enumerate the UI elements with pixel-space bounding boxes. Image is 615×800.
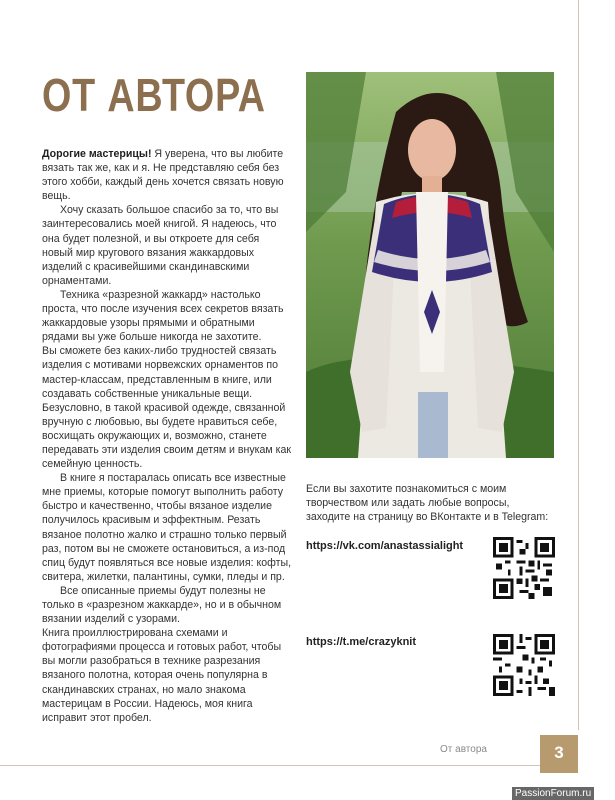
paragraph-intro [42, 147, 292, 203]
page-title: ОТ АВТОРА [42, 69, 266, 121]
paragraph-illustrations: Книга проиллюстрирована схемами и фотографиями процесса и готовых работ, чтобы вы могли разобраться в технике разрезания вязаного полотна, которая очень популярна в скандинавских странах, но мало знакома мастерицам в России. Надеюсь, моя книга исправит этот пробел. [42, 627, 282, 724]
paragraph-methods: В книге я постаралась описать все известные мне приемы, которые помогут выполнить работу быстро и качественно, чтобы вязаное изделие получилось красивым и эффектным. Резать вязаное полотно жалко и страшно только первый раз, потом вы не сможете остановиться, а из-под спиц будут появляться все новые изделия: кофты, свитера, жилетки, палантины, сумки, пледы и пр. [42, 472, 292, 583]
paragraph-technique: Техника «разрезной жаккард» настолько проста, что после изучения всех секретов вязать жаккардовые узоры прямыми и обратными рядами вы уже больше никогда не захотите. [42, 288, 284, 344]
vk-qr-code-icon [493, 537, 555, 599]
telegram-qr-code-icon [493, 634, 555, 696]
page-number-box [540, 735, 578, 773]
paragraph-benefits: Вы сможете без каких-либо трудностей связать изделия с мотивами норвежских орнаментов по мастер-классам, представленным в книге, или создавать собственные уникальные вещи. Безусловно, в такой красивой одежде, связанной вручную с любовью, вы будете нравиться себе, восхищать окружающих и, возможно, станете передавать эти изделия своим детям и внукам как семейную ценность. [42, 345, 292, 471]
page-number: 3 [554, 743, 564, 762]
vk-link[interactable]: https://vk.com/anastassialight [306, 540, 464, 552]
author-photo [306, 72, 554, 458]
paragraph-thanks: Хочу сказать большое спасибо за то, что вы заинтересовались моей книгой. Я надеюсь, что она будет полезной, и вы откроете для себя новый мир кругового вязания жаккардовых изделий с красивейшими скандинавскими орнаментами. [42, 204, 279, 287]
greeting-rest: Я уверена, что вы любите вязать так же, как и я. Не представляю себя без этого хобби, каждый день хочется связать новую вещь. [42, 148, 284, 203]
footer-rule [0, 765, 540, 766]
telegram-link[interactable]: https://t.me/crazyknit [306, 636, 417, 648]
greeting-lead: Дорогие мастерицы! [42, 148, 152, 160]
article-body [42, 147, 292, 725]
paragraph-usefulness: Все описанные приемы будут полезны не только в «разрезном жаккарде», но и в обычном вязании изделий с узорами. [42, 584, 282, 626]
contact-intro: Если вы захотите познакомиться с моим творчеством или задать любые вопросы, заходите на страницу во ВКонтакте и в Telegram: [306, 483, 549, 524]
watermark: PassionForum.ru [512, 787, 594, 800]
footer-section-label: От автора [440, 744, 487, 755]
page-side-rule [578, 0, 579, 730]
